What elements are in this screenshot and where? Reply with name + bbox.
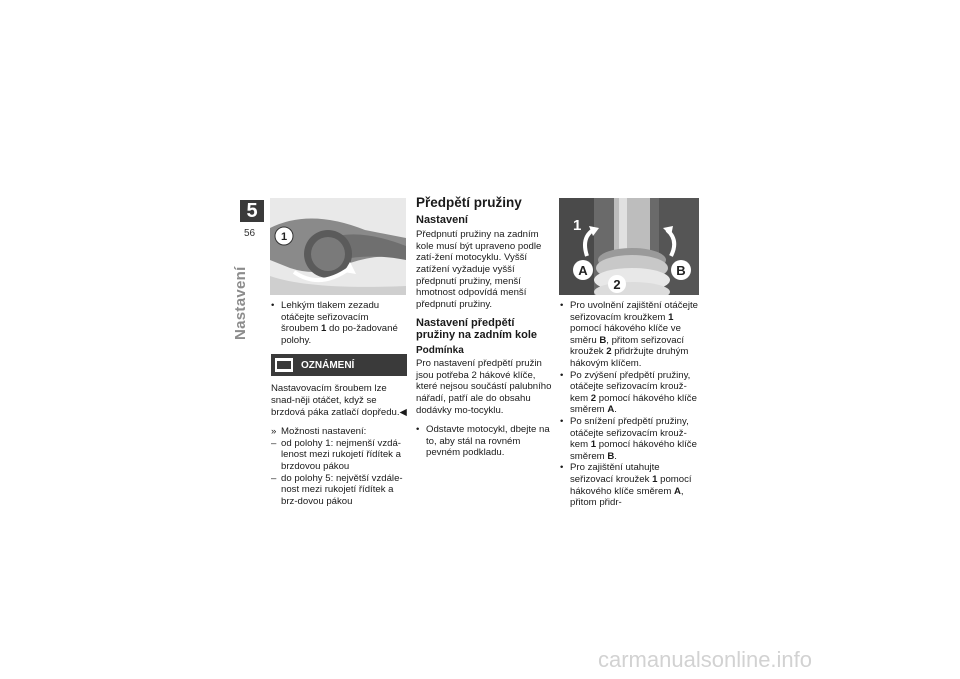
list-item: • Pro zajištění utahujte seřizovací kroužek 1 pomocí hákového klíče směrem A, přitom přidr-: [560, 462, 700, 508]
list-item: – do polohy 5: největší vzdále-nost mezi rukojetí řídítek a brz-dovou pákou: [271, 473, 407, 508]
callout-B: B: [676, 263, 686, 278]
chapter-number: 5: [240, 200, 264, 222]
column-3: [560, 300, 700, 509]
notice-banner: OZNÁMENÍ: [271, 354, 407, 376]
chapter-side-title: Nastavení: [232, 266, 249, 340]
list-item: • Pro uvolnění zajištění otáčejte seřizovacím kroužkem 1 pomocí hákového klíče ve směru B, přitom seřizovací kroužek 2 přidržujte druhým hákovým klíčem.: [560, 300, 700, 370]
spring-preload-photo: [559, 198, 699, 295]
paragraph: Předpnutí pružiny na zadním kole musí být upraveno podle zatí-žení motocyklu. Vyšší zatížení vyžaduje vyšší předpnutí pružiny, menší hmotnost odpovídá menší předpnutí pružiny.: [416, 229, 542, 310]
callout-A: A: [578, 263, 588, 278]
list-item: • Po snížení předpětí pružiny, otáčejte seřizovacím krouž-kem 1 pomocí hákového klíče směrem B.: [560, 416, 700, 462]
options-intro: » Možnosti nastavení:: [271, 426, 407, 438]
watermark: carmanualsonline.info: [598, 647, 813, 672]
notice-icon: [275, 358, 293, 372]
callout-2: 2: [613, 277, 621, 292]
callout-1: 1: [573, 217, 582, 234]
list-item: • Po zvýšení předpětí pružiny, otáčejte seřizovacím krouž-kem 2 pomocí hákového klíče směrem A.: [560, 370, 700, 416]
condition-heading: Podmínka: [416, 344, 464, 356]
list-item: • Lehkým tlakem zezadu otáčejte seřizovacím šroubem 1 do po-žadované polohy.: [271, 300, 407, 346]
column-1: [271, 300, 407, 507]
list-item: • Odstavte motocykl, dbejte na to, aby stál na rovném pevném podkladu.: [416, 424, 552, 459]
section-title: Předpětí pružiny: [416, 195, 522, 210]
page-number: 56: [244, 228, 256, 239]
brake-lever-photo: [270, 198, 406, 295]
paragraph: Pro nastavení předpětí pružin jsou potřeba 2 hákové klíče, které nejsou součástí palubního nářadí, patří ale do obsahu dodávky mo-tocyklu.: [416, 358, 552, 416]
column-2: [416, 197, 552, 459]
callout-1: 1: [280, 231, 288, 243]
subsection-title: Nastavení předpětí pružiny na zadním kole: [416, 317, 538, 341]
notice-text: Nastavovacím šroubem lze snad-něji otáčet, když se brzdová páka zatlačí dopředu.◀: [271, 383, 407, 418]
list-item: – od polohy 1: nejmenší vzdá-lenost mezi rukojetí řídítek a brzdovou pákou: [271, 438, 407, 473]
subsection-title: Nastavení: [416, 213, 468, 226]
